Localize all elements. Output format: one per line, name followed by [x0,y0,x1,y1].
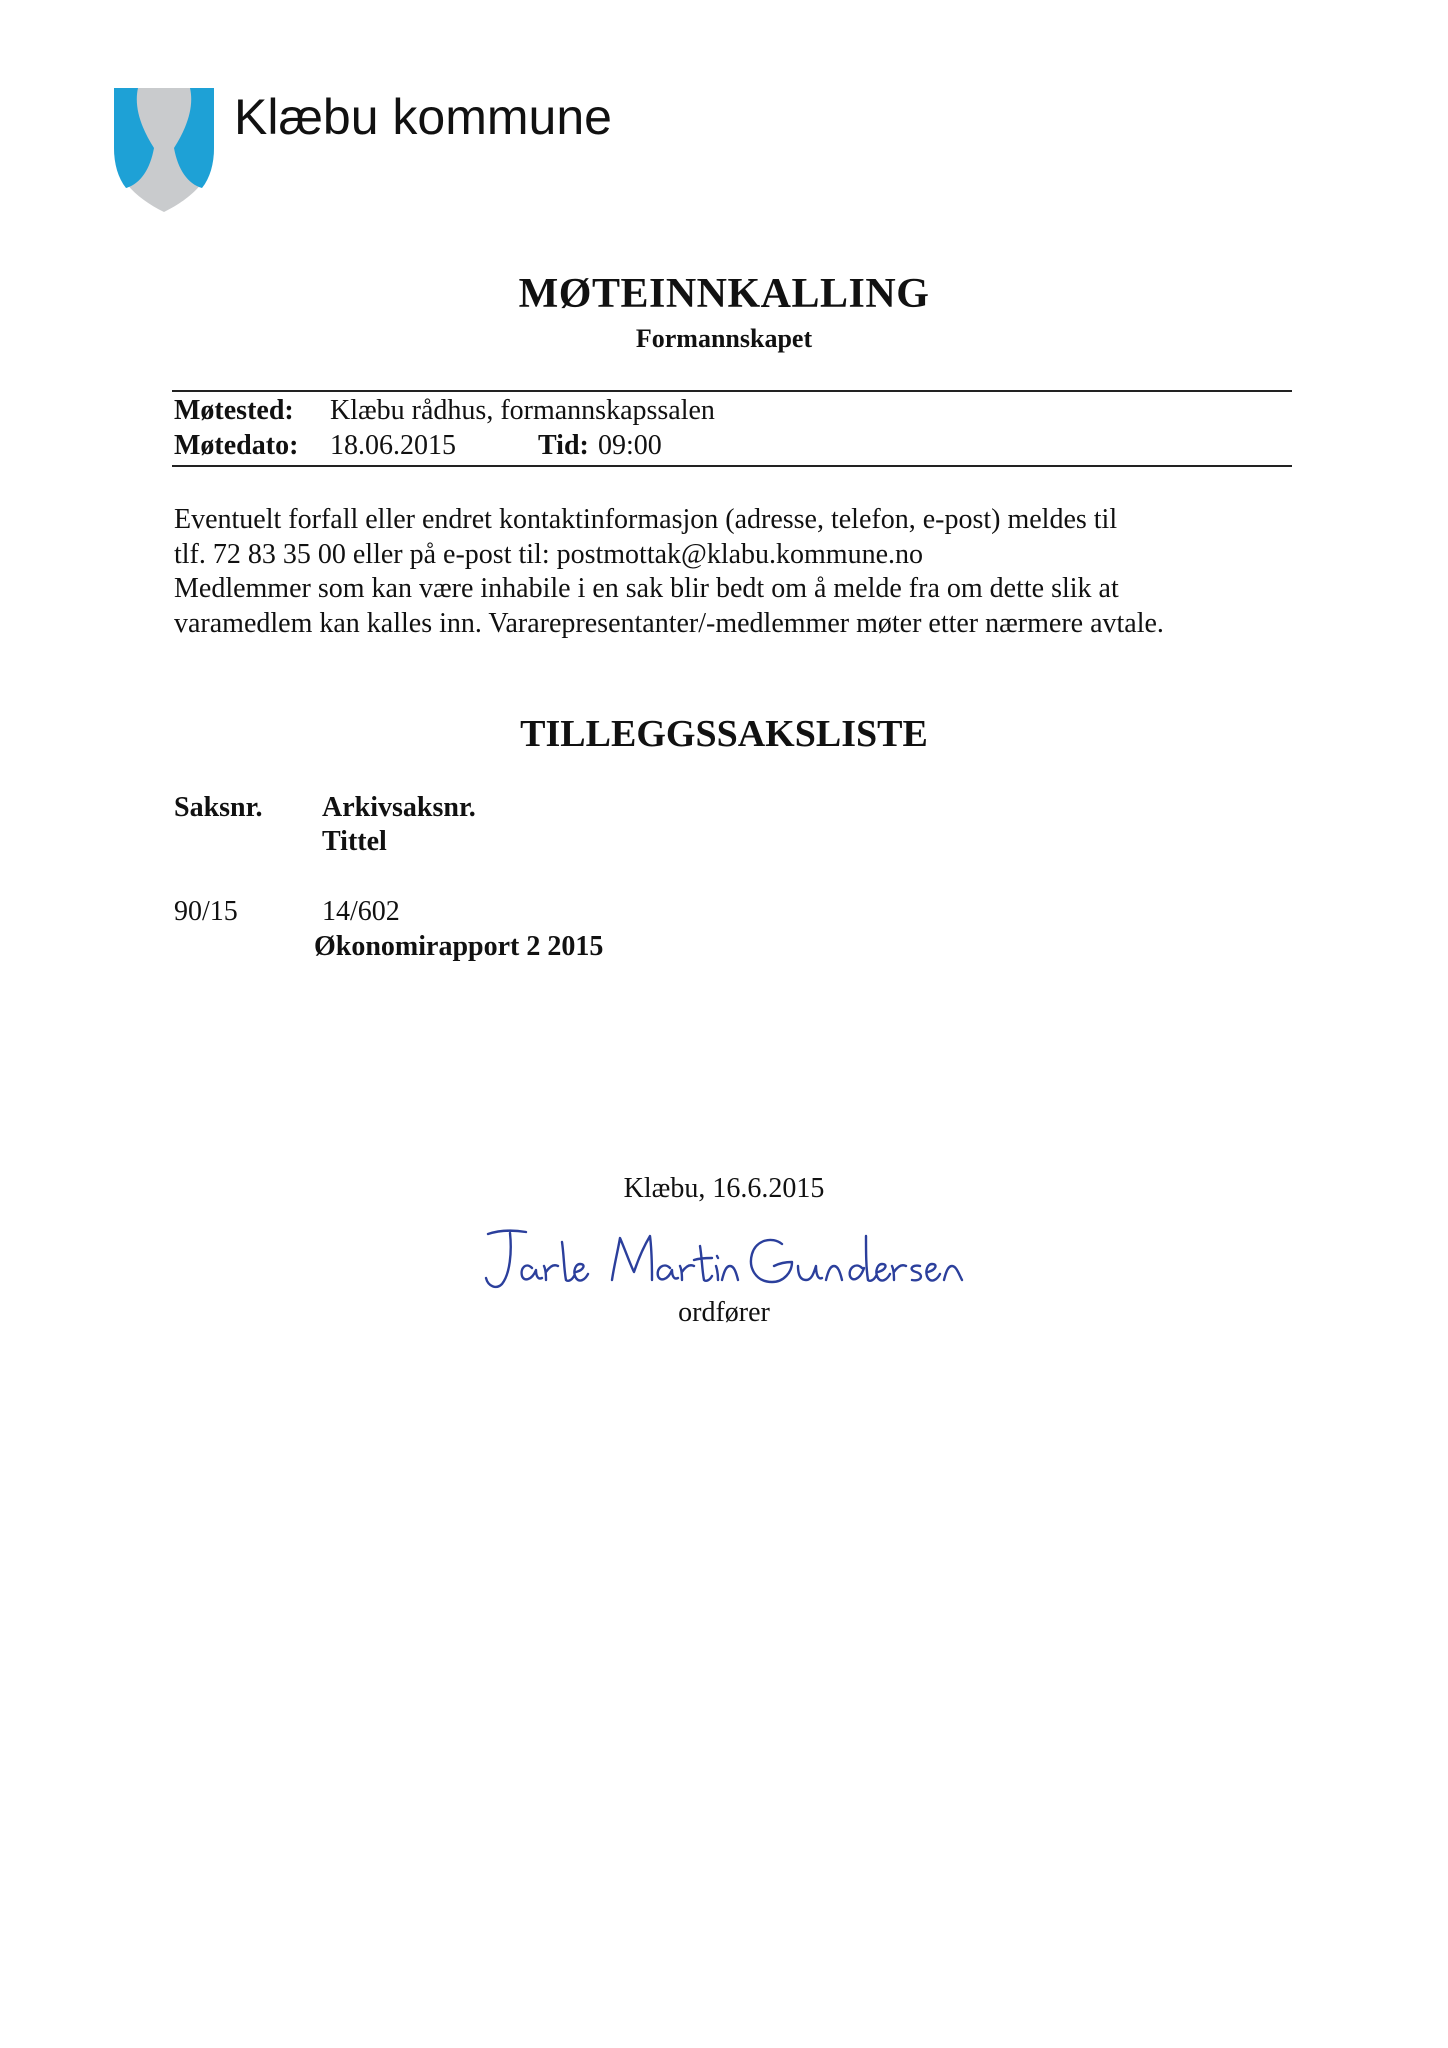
document-subtitle: Formannskapet [635,324,813,353]
case-list-title: TILLEGGSSAKSLISTE [520,713,928,755]
archive-number: 14/602 [322,896,400,927]
case-title: Økonomirapport 2 2015 [314,931,604,962]
document-title: MØTEINNKALLING [518,271,930,317]
meeting-place-value: Klæbu rådhus, formannskapssalen [330,395,715,426]
divider-top [172,390,1292,392]
municipality-crest-logo [112,86,216,214]
meeting-date-label: Møtedato: [174,430,299,461]
case-number-header: Saksnr. [174,792,263,823]
meeting-date-row [174,429,874,463]
organization-name: Klæbu kommune [234,89,612,145]
signatory-role: ordfører [678,1297,770,1328]
notice-paragraph [174,503,1304,641]
case-title-header: Tittel [322,826,387,857]
case-number: 90/15 [174,896,238,927]
notice-line: Eventuelt forfall eller endret kontaktinformasjon (adresse, telefon, e-post) meldes til [174,504,1118,535]
notice-line: tlf. 72 83 35 00 eller på e-post til: postmottak@klabu.kommune.no [174,538,924,570]
handwritten-signature [480,1222,980,1302]
place-and-date: Klæbu, 16.6.2015 [623,1173,825,1204]
meeting-time-label: Tid: [538,430,589,461]
archive-number-header: Arkivsaksnr. [322,792,476,823]
notice-line: varamedlem kan kalles inn. Vararepresentanter/-medlemmer møter etter nærmere avtale. [174,607,1164,639]
meeting-time-value: 09:00 [598,430,662,461]
meeting-place-row [174,394,715,428]
notice-line: Medlemmer som kan være inhabile i en sak blir bedt om å melde fra om dette slik at [174,573,1119,604]
meeting-place-label: Møtested: [174,395,294,426]
meeting-date-value: 18.06.2015 [330,430,456,461]
divider-bottom [172,465,1292,467]
